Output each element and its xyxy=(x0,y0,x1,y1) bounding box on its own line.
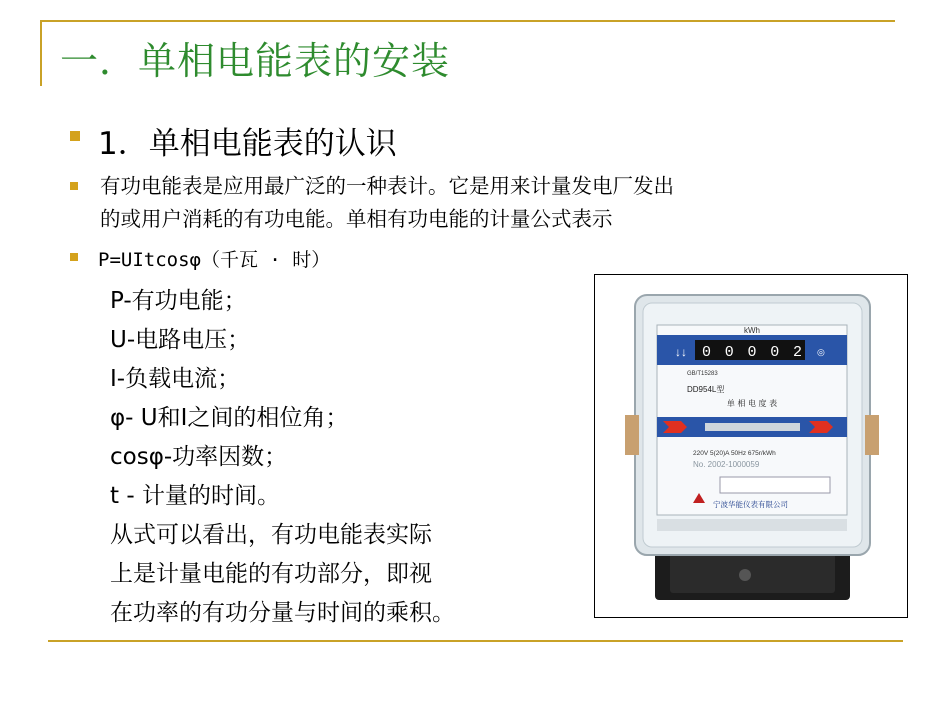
svg-text:◎: ◎ xyxy=(817,347,825,357)
standard-label: GB/T15283 xyxy=(687,371,718,377)
top-rule xyxy=(40,20,895,22)
meter-photo xyxy=(594,274,908,618)
register-reading: 00002 xyxy=(702,344,802,361)
definition-item: t - 计量的时间。 xyxy=(110,483,280,509)
definition-item: 从式可以看出，有功电能表实际 xyxy=(110,522,432,548)
definition-list xyxy=(110,282,580,633)
meter-name: 单 相 电 度 表 xyxy=(726,399,778,408)
bullet-marker xyxy=(70,131,80,141)
bullet-marker xyxy=(70,253,78,261)
definition-item: 在功率的有功分量与时间的乘积。 xyxy=(110,600,455,626)
definition-item: P-有功电能； xyxy=(110,288,247,314)
definition-item: φ- U和I之间的相位角； xyxy=(110,405,349,431)
section-heading: 1．单相电能表的认识 xyxy=(98,126,397,162)
bullet-marker xyxy=(70,182,78,190)
mount-bracket xyxy=(625,415,639,455)
left-rule xyxy=(40,20,42,86)
definition-item: U-电路电压； xyxy=(110,327,251,353)
bottom-rule xyxy=(48,640,903,642)
intro-paragraph xyxy=(100,170,890,236)
maker-label: 宁波华能仪表有限公司 xyxy=(713,500,788,509)
svg-text:↓↓: ↓↓ xyxy=(675,345,687,359)
rating-label: 220V 5(20)A 50Hz 675r/kWh xyxy=(693,450,776,457)
slide-title: 一．单相电能表的安装 xyxy=(60,39,451,83)
paragraph-line: 的或用户消耗的有功电能。单相有功电能的计量公式表示 xyxy=(100,207,613,231)
unit-label: kWh xyxy=(744,326,760,335)
rotor-disc xyxy=(705,423,800,431)
serial-label: No. 2002-1000059 xyxy=(693,460,760,469)
paragraph-line: 有功电能表是应用最广泛的一种表计。它是用来计量发电厂发出 xyxy=(100,174,674,198)
electricity-meter-illustration xyxy=(595,275,907,617)
model-label: DD954L型 xyxy=(687,385,725,394)
power-formula: P=UItcosφ（千瓦 · 时） xyxy=(98,249,331,271)
definition-item: 上是计量电能的有功部分，即视 xyxy=(110,561,432,587)
definition-item: I-负载电流； xyxy=(110,366,241,392)
definition-item: cosφ-功率因数； xyxy=(110,444,288,470)
